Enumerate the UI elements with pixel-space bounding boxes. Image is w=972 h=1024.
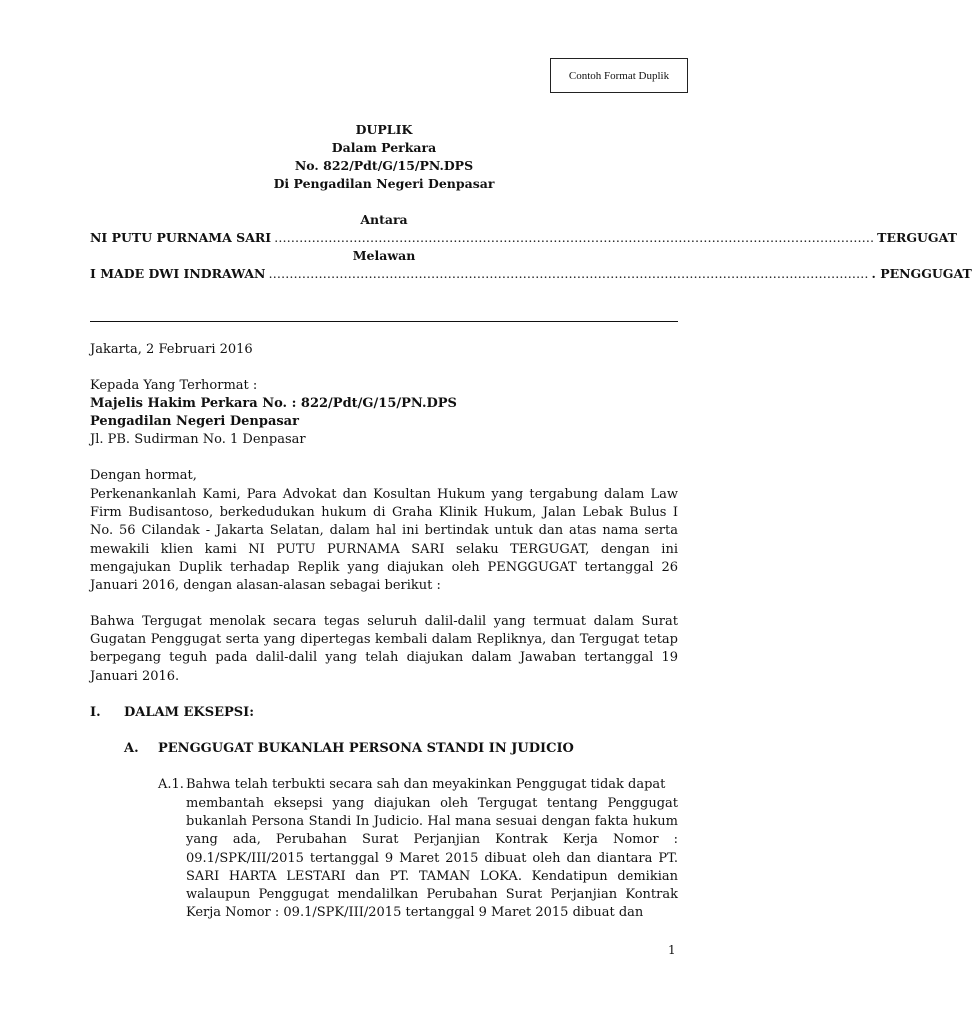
recipient-address: Jl. PB. Sudirman No. 1 Denpasar xyxy=(90,432,306,447)
court-name: Di Pengadilan Negeri Denpasar xyxy=(273,176,495,191)
point-a1-lead: Bahwa telah terbukti secara sah dan meyakinkan Penggugat tidak dapat xyxy=(186,777,666,792)
horizontal-divider xyxy=(90,321,678,322)
recipient-line-1: Majelis Hakim Perkara No. : 822/Pdt/G/15/PN.DPS xyxy=(90,396,457,411)
dot-leader: ……………………………………………………………………………………………………………………………… xyxy=(274,230,875,245)
section-i-heading xyxy=(90,705,254,720)
section-a-number: A. xyxy=(124,741,139,756)
intro-paragraph: Perkenankanlah Kami, Para Advokat dan Kosultan Hukum yang tergabung dalam Law Firm Budisantoso, berkedudukan hukum di Graha Klinik Hukum, Jalan Lebak Bulus I No. 56 Cilandak - Jakarta Selatan, dalam hal ini bertindak untuk dan atas nama serta mewakili klien kami NI PUTU PURNAMA SARI selaku TERGUGAT, dengan ini mengajukan Duplik terhadap Replik yang diajukan oleh PENGGUGAT tertanggal 26 Januari 2016, dengan alasan-alasan sebagai berikut : xyxy=(90,487,678,594)
greeting: Dengan hormat, xyxy=(90,468,197,483)
recipient-label: Kepada Yang Terhormat : xyxy=(90,378,258,393)
defendant-name: NI PUTU PURNAMA SARI xyxy=(90,230,272,245)
antara-label: Antara xyxy=(360,212,408,227)
page-number: 1 xyxy=(668,943,676,957)
plaintiff-role: . PENGGUGAT xyxy=(871,266,972,281)
section-i-number: I. xyxy=(90,705,101,720)
defendant-role: TERGUGAT xyxy=(877,230,957,245)
place-date: Jakarta, 2 Februari 2016 xyxy=(90,342,253,357)
section-a-title: PENGGUGAT BUKANLAH PERSONA STANDI IN JUDICIO xyxy=(158,741,574,756)
doc-title: DUPLIK xyxy=(355,122,413,137)
point-a1-body: membantah eksepsi yang diajukan oleh Tergugat tentang Penggugat bukanlah Persona Standi In Judicio. Hal mana sesuai dengan fakta hukum yang ada, Perubahan Surat Perjanjian Kontrak Kerja Nomor : 09.1/SPK/III/2015 tertanggal 9 Maret 2015 dibuat oleh dan diantara PT. SARI HARTA LESTARI dan PT. TAMAN LOKA. Kendatipun demikian walaupun Penggugat mendalilkan Perubahan Surat Perjanjian Kontrak Kerja Nomor : 09.1/SPK/III/2015 tertanggal 9 Maret 2015 dibuat dan xyxy=(186,796,678,921)
dot-leader: ……………………………………………………………………………………………………………………………… xyxy=(268,266,869,281)
plaintiff-name: I MADE DWI INDRAWAN xyxy=(90,266,266,281)
recipient-line-2: Pengadilan Negeri Denpasar xyxy=(90,414,299,429)
case-number: No. 822/Pdt/G/15/PN.DPS xyxy=(294,158,474,173)
point-a1-number: A.1. xyxy=(158,777,184,792)
second-paragraph: Bahwa Tergugat menolak secara tegas seluruh dalil-dalil yang termuat dalam Surat Gugatan Penggugat serta yang dipertegas kembali dalam Repliknya, dan Tergugat tetap berpegang teguh pada dalil-dalil yang telah diajukan dalam Jawaban tertanggal 19 Januari 2016. xyxy=(90,614,678,684)
format-label: Contoh Format Duplik xyxy=(568,69,670,82)
doc-subtitle: Dalam Perkara xyxy=(331,140,437,155)
section-i-title: DALAM EKSEPSI: xyxy=(124,705,255,720)
format-label-box xyxy=(550,58,688,93)
point-a1-first-line xyxy=(158,777,665,792)
section-a-heading xyxy=(124,741,574,756)
party-row-plaintiff xyxy=(90,266,972,284)
party-row-defendant xyxy=(90,230,957,248)
melawan-label: Melawan xyxy=(352,248,416,263)
